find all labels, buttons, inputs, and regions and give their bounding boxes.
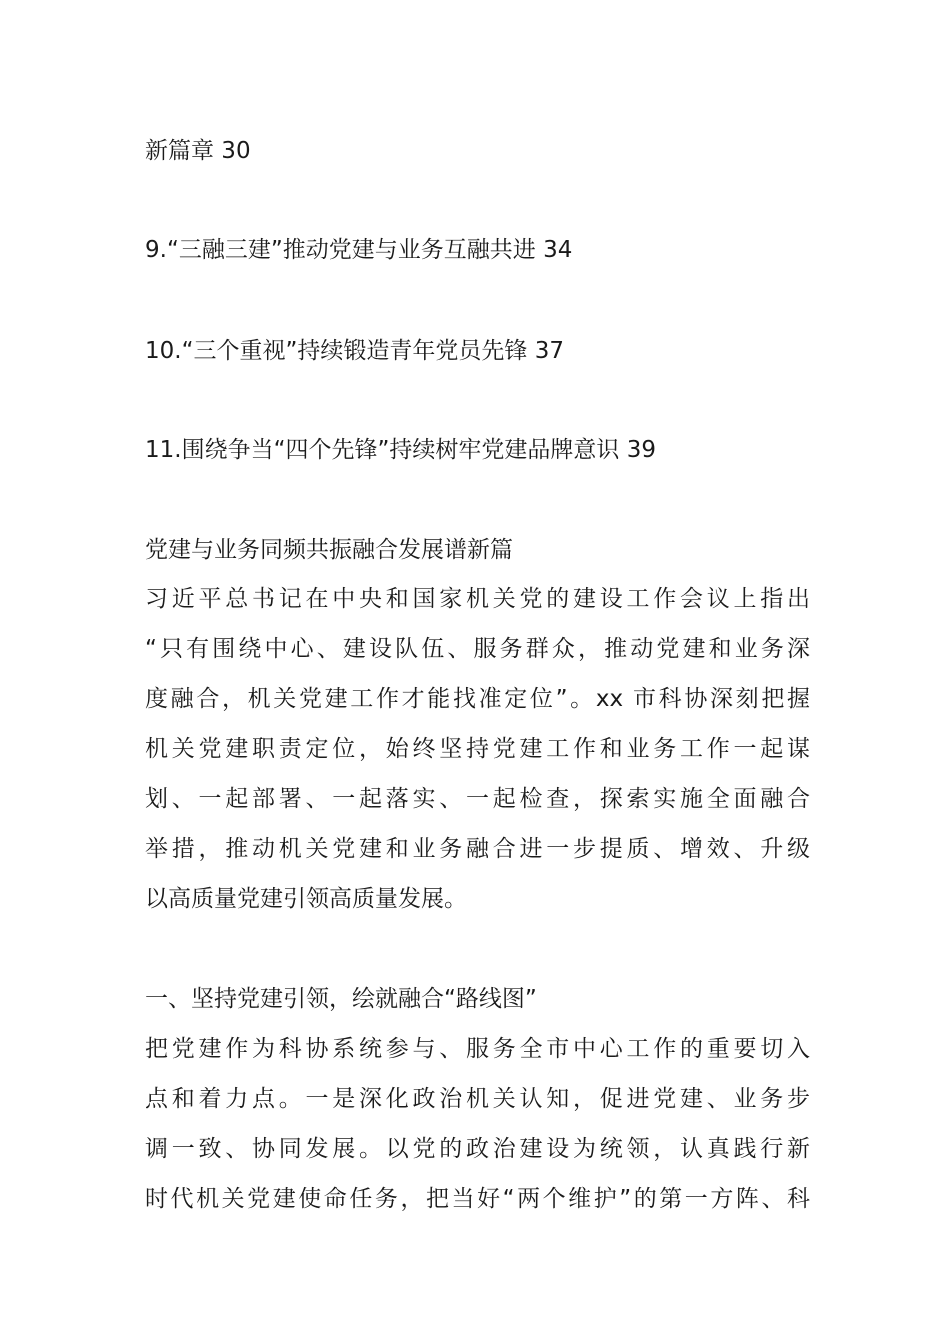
toc-entry[interactable]: 新篇章 30 [145,138,251,164]
paragraph-line: 划、一起部署、一起落实、一起检查，探索实施全面融合 [145,786,810,812]
paragraph-line: 机关党建职责定位，始终坚持党建工作和业务工作一起谋 [145,736,810,762]
paragraph-line: “只有围绕中心、建设队伍、服务群众，推动党建和业务深 [145,636,810,662]
toc-entry[interactable]: 11.围绕争当“四个先锋”持续树牢党建品牌意识 39 [145,437,656,463]
paragraph-line: 举措，推动机关党建和业务融合进一步提质、增效、升级 [145,836,810,862]
paragraph-line: 调一致、协同发展。以党的政治建设为统领，认真践行新 [145,1136,810,1162]
toc-entry[interactable]: 9.“三融三建”推动党建与业务互融共进 34 [145,237,573,263]
paragraph-line: 点和着力点。一是深化政治机关认知，促进党建、业务步 [145,1086,810,1112]
paragraph-line: 以高质量党建引领高质量发展。 [145,886,467,912]
section-paragraph [145,1024,810,1224]
intro-paragraph [145,574,810,924]
section-heading: 一、坚持党建引领，绘就融合“路线图” [145,986,537,1012]
toc-entry[interactable]: 10.“三个重视”持续锻造青年党员先锋 37 [145,338,564,364]
paragraph-line: 度融合，机关党建工作才能找准定位”。xx 市科协深刻把握 [145,686,810,712]
paragraph-line: 习近平总书记在中央和国家机关党的建设工作会议上指出 [145,586,810,612]
paragraph-line: 时代机关党建使命任务，把当好“两个维护”的第一方阵、科 [145,1186,810,1212]
article-title: 党建与业务同频共振融合发展谱新篇 [145,537,513,563]
paragraph-line: 把党建作为科协系统参与、服务全市中心工作的重要切入 [145,1036,810,1062]
